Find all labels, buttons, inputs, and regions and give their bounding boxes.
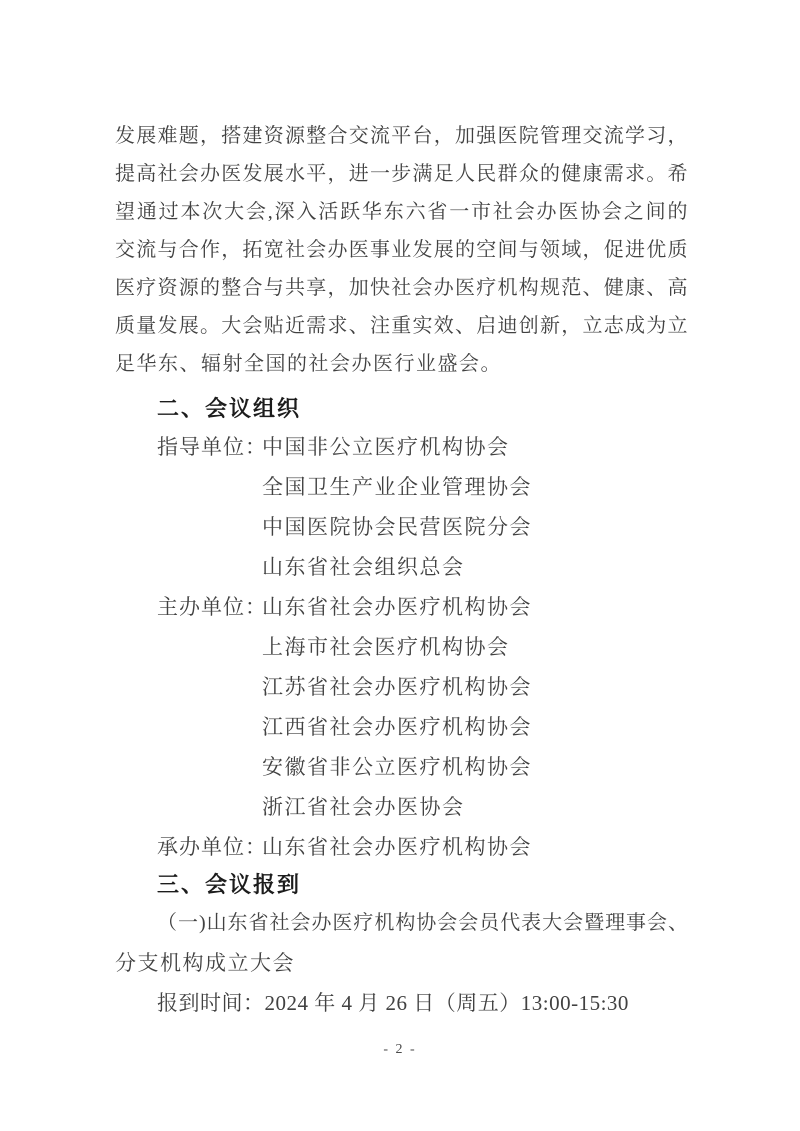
paragraph-line: 提高社会办医发展水平，进一步满足人民群众的健康需求。希 <box>115 163 688 185</box>
org-group-host <box>115 587 688 827</box>
org-group-label: 承办单位： <box>157 835 267 859</box>
org-group-label: 主办单位： <box>157 595 267 619</box>
org-item: 浙江省社会办医协会 <box>262 795 465 819</box>
event-title-line: （一)山东省社会办医疗机构协会会员代表大会暨理事会、 <box>157 912 688 934</box>
org-item: 中国非公立医疗机构协会 <box>262 435 510 459</box>
page-number: - 2 - <box>383 1042 417 1057</box>
document-content <box>115 117 688 1023</box>
org-item: 全国卫生产业企业管理协会 <box>262 475 532 499</box>
org-group-items <box>262 427 688 587</box>
org-group-label: 指导单位： <box>157 435 267 459</box>
org-item: 山东省社会办医疗机构协会 <box>262 595 532 619</box>
checkin-time: 报到时间：2024 年 4 月 26 日（周五）13:00-15:30 <box>157 991 629 1015</box>
org-item: 山东省社会办医疗机构协会 <box>262 835 532 859</box>
org-item: 江西省社会办医疗机构协会 <box>262 715 532 739</box>
paragraph-line: 医疗资源的整合与共享，加快社会办医疗机构规范、健康、高 <box>115 277 688 299</box>
paragraph-line: 交流与合作，拓宽社会办医事业发展的空间与领域，促进优质 <box>115 239 688 261</box>
section-heading-organization: 二、会议组织 <box>157 396 302 421</box>
org-item: 上海市社会医疗机构协会 <box>262 635 510 659</box>
paragraph-line: 质量发展。大会贴近需求、注重实效、启迪创新，立志成为立 <box>115 315 688 337</box>
org-item: 中国医院协会民营医院分会 <box>262 515 532 539</box>
org-group-guidance <box>115 427 688 587</box>
paragraph-line: 望通过本次大会,深入活跃华东六省一市社会办医协会之间的 <box>115 201 688 223</box>
org-item: 安徽省非公立医疗机构协会 <box>262 755 532 779</box>
org-group-items <box>262 587 688 827</box>
paragraph-line: 发展难题，搭建资源整合交流平台，加强医院管理交流学习， <box>115 125 688 147</box>
event-title-line: 分支机构成立大会 <box>115 951 295 975</box>
paragraph-line: 足华东、辐射全国的社会办医行业盛会。 <box>115 353 502 375</box>
org-group-organizer <box>115 827 688 867</box>
event-title <box>115 903 688 983</box>
org-item: 江苏省社会办医疗机构协会 <box>262 675 532 699</box>
org-item: 山东省社会组织总会 <box>262 555 465 579</box>
section-heading-registration: 三、会议报到 <box>157 872 302 897</box>
body-paragraph <box>115 117 688 383</box>
org-group-items <box>262 827 688 867</box>
